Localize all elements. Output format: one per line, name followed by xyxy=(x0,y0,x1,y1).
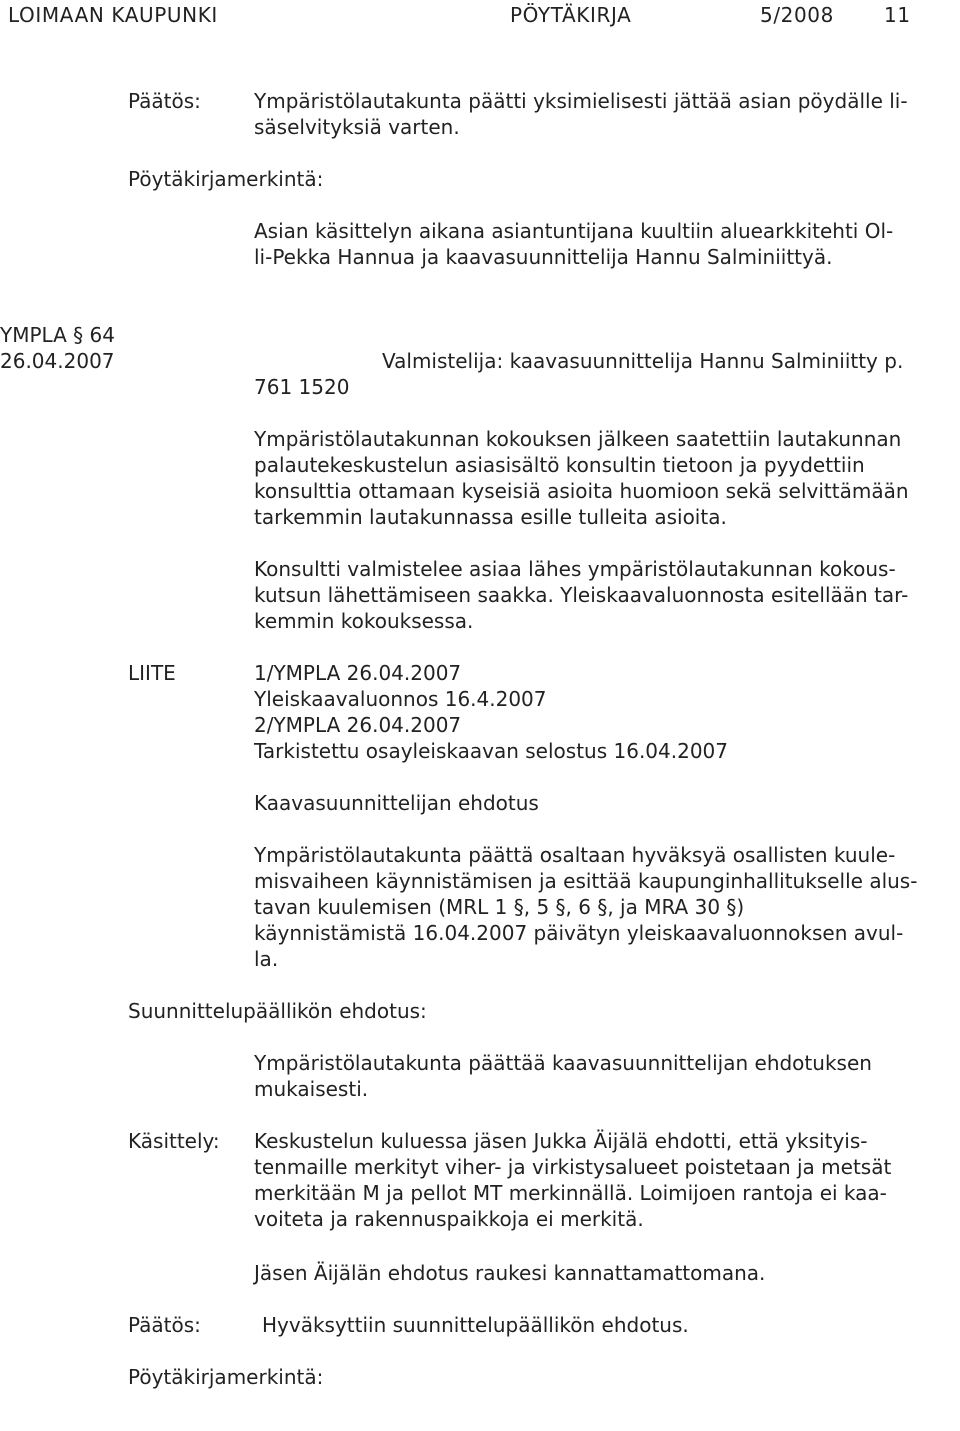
text-line: konsulttia ottamaan kyseisiä asioita huomioon sekä selvittämään xyxy=(254,479,909,503)
header-page-number: 11 xyxy=(884,3,911,27)
paatos-label-2: Päätös: xyxy=(128,1313,201,1337)
merkinta-label: Pöytäkirjamerkintä: xyxy=(128,167,324,191)
text-line: Keskustelun kuluessa jäsen Jukka Äijälä ehdotti, että yksityis- xyxy=(254,1129,868,1153)
kasittely-label: Käsittely: xyxy=(128,1129,220,1153)
chief-proposal-text xyxy=(254,1050,954,1102)
section-date: 26.04.2007 xyxy=(0,349,115,373)
kasittely-text xyxy=(254,1128,954,1232)
section-id: YMPLA § 64 xyxy=(0,323,115,347)
paatos-label: Päätös: xyxy=(128,89,201,113)
text-line: misvaiheen käynnistämisen ja esittää kaupunginhallitukselle alus- xyxy=(254,869,918,893)
kasittely-note: Jäsen Äijälän ehdotus raukesi kannattamattomana. xyxy=(254,1261,766,1285)
chief-proposal-label: Suunnittelupäällikön ehdotus: xyxy=(128,999,427,1023)
merkinta-text xyxy=(254,218,954,270)
attachment-item: Yleiskaavaluonnos 16.4.2007 xyxy=(254,687,547,711)
paatos-text xyxy=(254,88,954,140)
text-line: Asian käsittelyn aikana asiantuntijana kuultiin aluearkkitehti Ol- xyxy=(254,219,894,243)
proposal-text xyxy=(254,842,954,972)
text-line: la. xyxy=(254,947,279,971)
attachment-item: 2/YMPLA 26.04.2007 xyxy=(254,713,462,737)
text-line: voiteta ja rakennuspaikkoja ei merkitä. xyxy=(254,1207,644,1231)
attachment-item: Tarkistettu osayleiskaavan selostus 16.04.2007 xyxy=(254,739,729,763)
liite-list xyxy=(254,660,954,764)
text-line: Konsultti valmistelee asiaa lähes ympäristölautakunnan kokous- xyxy=(254,557,896,581)
text-line: kutsun lähettämiseen saakka. Yleiskaavaluonnosta esitellään tar- xyxy=(254,583,909,607)
header-org: LOIMAAN KAUPUNKI xyxy=(8,3,218,27)
text-line: käynnistämistä 16.04.2007 päivätyn yleiskaavaluonnoksen avul- xyxy=(254,921,904,945)
intro-paragraph-1 xyxy=(254,426,954,530)
intro-paragraph-2 xyxy=(254,556,954,634)
merkinta-label-2: Pöytäkirjamerkintä: xyxy=(128,1365,324,1389)
text-line: mukaisesti. xyxy=(254,1077,369,1101)
proposal-heading: Kaavasuunnittelijan ehdotus xyxy=(254,791,539,815)
text-line: Ympäristölautakunta päättää kaavasuunnittelijan ehdotuksen xyxy=(254,1051,872,1075)
text-line: tavan kuulemisen (MRL 1 §, 5 §, 6 §, ja MRA 30 §) xyxy=(254,895,745,919)
attachment-item: 1/YMPLA 26.04.2007 xyxy=(254,661,462,685)
liite-label: LIITE xyxy=(128,661,176,685)
text-line: Ympäristölautakunnan kokouksen jälkeen saatettiin lautakunnan xyxy=(254,427,902,451)
preparer-phone: 761 1520 xyxy=(254,375,350,399)
text-line: merkitään M ja pellot MT merkinnällä. Loimijoen rantoja ei kaa- xyxy=(254,1181,887,1205)
paatos-text-2: Hyväksyttiin suunnittelupäällikön ehdotus. xyxy=(262,1313,689,1337)
header-doc-type: PÖYTÄKIRJA xyxy=(510,3,632,27)
header-number: 5/2008 xyxy=(760,3,834,27)
text-line: li-Pekka Hannua ja kaavasuunnittelija Hannu Salminiittyä. xyxy=(254,245,833,269)
text-line: Ympäristölautakunta päätti yksimielisesti jättää asian pöydälle li- xyxy=(254,89,908,113)
text-line: kemmin kokouksessa. xyxy=(254,609,474,633)
preparer-line: Valmistelija: kaavasuunnittelija Hannu Salminiitty p. xyxy=(382,349,904,373)
text-line: Ympäristölautakunta päättä osaltaan hyväksyä osallisten kuule- xyxy=(254,843,896,867)
text-line: tarkemmin lautakunnassa esille tulleita asioita. xyxy=(254,505,727,529)
text-line: palautekeskustelun asiasisältö konsultin tietoon ja pyydettiin xyxy=(254,453,865,477)
text-line: säselvityksiä varten. xyxy=(254,115,460,139)
text-line: tenmaille merkityt viher- ja virkistysalueet poistetaan ja metsät xyxy=(254,1155,892,1179)
